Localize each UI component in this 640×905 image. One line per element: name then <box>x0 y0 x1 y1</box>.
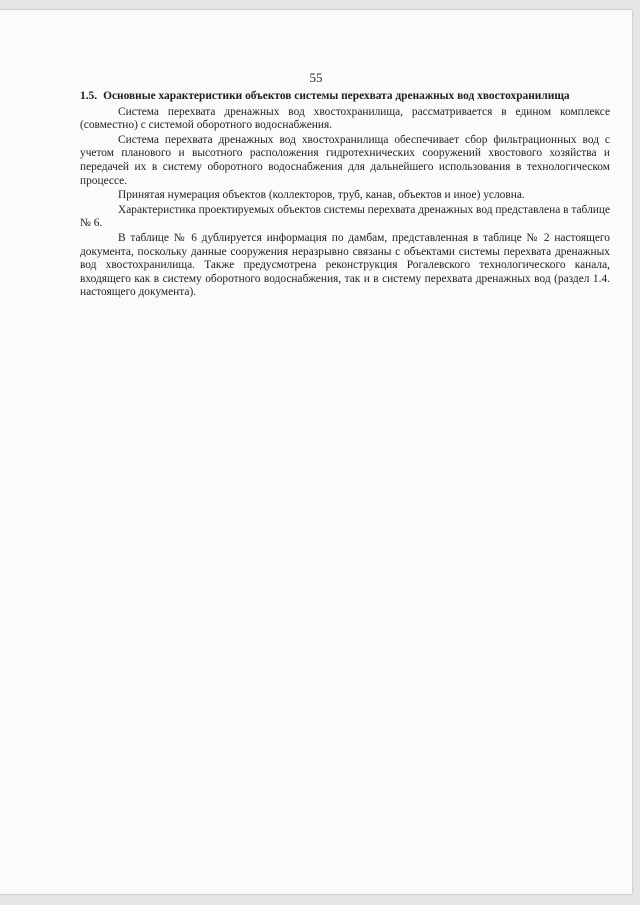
document-page <box>0 10 632 894</box>
section-heading <box>80 90 610 104</box>
section-title: Основные характеристики объектов системы перехвата дренажных вод хвостохранилища <box>103 90 570 102</box>
paragraph: В таблице № 6 дублируется информация по дамбам, представленная в таблице № 2 настоящего документа, поскольку данные сооружения неразрывно связаны с объектами системы перехвата дренажных вод хвостохранилища. Также предусмотрена реконструкция Рогалевского технологического канала, входящего как в систему оборотного водоснабжения, так и в систему перехвата дренажных вод (раздел 1.4. настоящего документа). <box>80 231 610 299</box>
section-number: 1.5. <box>80 90 98 102</box>
page-number: 55 <box>309 70 323 85</box>
paragraph: Система перехвата дренажных вод хвостохранилища обеспечивает сбор фильтрационных вод с учетом планового и высотного расположения гидротехнических сооружений хвостового хозяйства и передачей их в систему оборотного водоснабжения для дальнейшего использования в технологическом процессе. <box>80 133 610 187</box>
paragraph: Характеристика проектируемых объектов системы перехвата дренажных вод представлена в таблице № 6. <box>80 203 610 230</box>
page-content <box>80 90 610 301</box>
paragraph: Система перехвата дренажных вод хвостохранилища, рассматривается в едином комплексе (совместно) с системой оборотного водоснабжения. <box>80 105 610 132</box>
paragraph: Принятая нумерация объектов (коллекторов, труб, канав, объектов и иное) условна. <box>118 189 525 202</box>
